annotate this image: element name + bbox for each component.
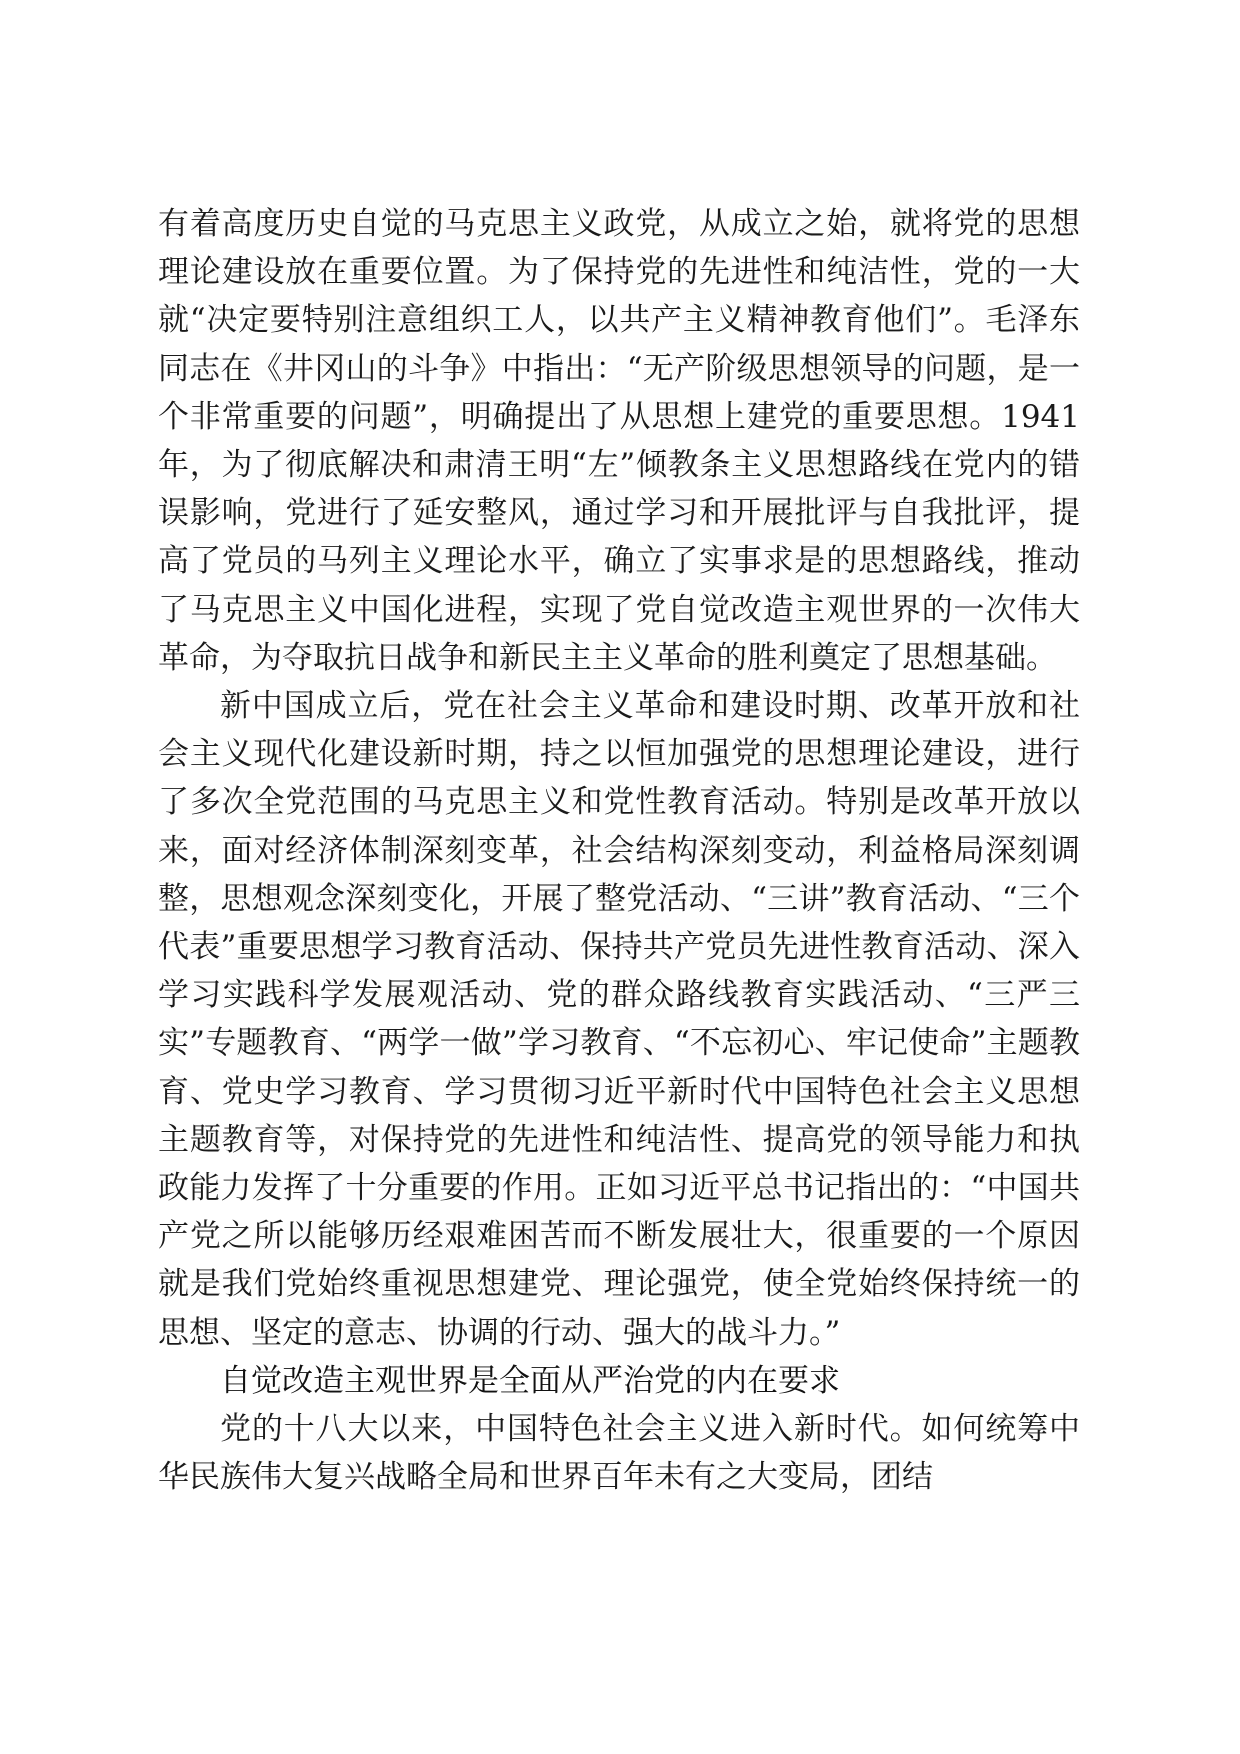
paragraph-new-era: 党的十八大以来，中国特色社会主义进入新时代。如何统筹中华民族伟大复兴战略全局和世界百年未有之大变局，团结 <box>158 1411 1080 1496</box>
paragraph-party-history: 有着高度历史自觉的马克思主义政党，从成立之始，就将党的思想理论建设放在重要位置。为了保持党的先进性和纯洁性，党的一大就“决定要特别注意组织工人，以共产主义精神教育他们”。毛泽东同志在《井冈山的斗争》中指出：“无产阶级思想领导的问题，是一个非常重要的问题”，明确提出了从思想上建党的重要思想。1941年，为了彻底解决和肃清王明“左”倾教条主义思想路线在党内的错误影响，党进行了延安整风，通过学习和开展批评与自我批评，提高了党员的马列主义理论水平，确立了实事求是的思想路线，推动了马克思主义中国化进程，实现了党自觉改造主观世界的一次伟大革命，为夺取抗日战争和新民主主义革命的胜利奠定了思想基础。 <box>158 206 1080 676</box>
section-heading: 自觉改造主观世界是全面从严治党的内在要求 <box>220 1362 840 1399</box>
paragraph-new-china-education: 新中国成立后，党在社会主义革命和建设时期、改革开放和社会主义现代化建设新时期，持之以恒加强党的思想理论建设，进行了多次全党范围的马克思主义和党性教育活动。特别是改革开放以来，面对经济体制深刻变革，社会结构深刻变动，利益格局深刻调整，思想观念深刻变化，开展了整党活动、“三讲”教育活动、“三个代表”重要思想学习教育活动、保持共产党员先进性教育活动、深入学习实践科学发展观活动、党的群众路线教育实践活动、“三严三实”专题教育、“两学一做”学习教育、“不忘初心、牢记使命”主题教育、党史学习教育、学习贯彻习近平新时代中国特色社会主义思想主题教育等，对保持党的先进性和纯洁性、提高党的领导能力和执政能力发挥了十分重要的作用。正如习近平总书记指出的：“中国共产党之所以能够历经艰难困苦而不断发展壮大，很重要的一个原因就是我们党始终重视思想建党、理论强党，使全党始终保持统一的思想、坚定的意志、协调的行动、强大的战斗力。” <box>158 688 1080 1351</box>
document-body <box>158 200 1080 1501</box>
